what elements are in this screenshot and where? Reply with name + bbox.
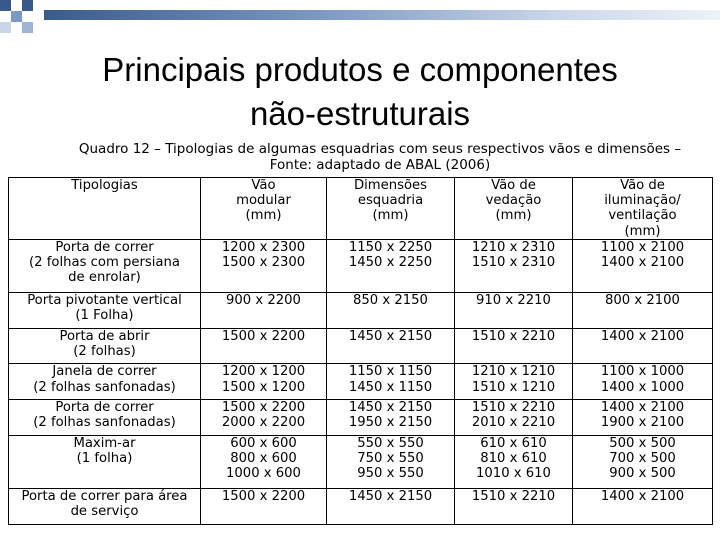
- cell-text: 1400 x 2100: [600, 255, 685, 271]
- cell-text: 600 x 600: [230, 436, 297, 452]
- header-text: (mm): [624, 223, 661, 239]
- caption-line: Quadro 12 – Tipologias de algumas esquadrias com seus respectivos vãos e dimensões –: [78, 141, 682, 157]
- cell-text: 1010 x 610: [476, 466, 551, 482]
- dimension-cell: [573, 292, 713, 328]
- table-header-cell: [455, 178, 573, 240]
- tipologia-cell: [9, 328, 201, 364]
- dimension-cell: [455, 239, 573, 292]
- header-text: (mm): [372, 208, 409, 224]
- cell-text: 1450 x 2150: [348, 489, 433, 505]
- slide-title: [0, 48, 720, 136]
- cell-text: 1450 x 2250: [348, 255, 433, 271]
- tipologia-cell: [9, 436, 201, 489]
- cell-text: 910 x 2210: [476, 292, 551, 308]
- dimension-cell: [201, 436, 327, 489]
- cell-text: 800 x 600: [230, 451, 297, 467]
- cell-text: (2 folhas): [73, 343, 136, 359]
- cell-text: 1400 x 2100: [600, 400, 685, 416]
- esquadrias-table: [8, 177, 713, 525]
- dimension-cell: [573, 239, 713, 292]
- dimension-cell: [201, 400, 327, 436]
- cell-text: 1210 x 2310: [471, 239, 556, 255]
- dimension-cell: [573, 328, 713, 364]
- header-text: Dimensões: [353, 178, 428, 193]
- table-header-cell: [9, 178, 201, 240]
- dimension-cell: [201, 489, 327, 525]
- cell-text: (2 folhas sanfonadas): [33, 379, 176, 395]
- header-text: iluminação/: [604, 193, 681, 209]
- cell-text: 850 x 2150: [353, 292, 428, 308]
- table-row: [9, 400, 713, 436]
- cell-text: 1200 x 2300: [221, 239, 306, 255]
- dimension-cell: [573, 400, 713, 436]
- cell-text: 950 x 550: [357, 466, 424, 482]
- dimension-cell: [327, 364, 455, 400]
- cell-text: 2000 x 2200: [221, 415, 306, 431]
- cell-text: 1510 x 2210: [471, 400, 556, 416]
- table-caption: [0, 141, 720, 173]
- cell-text: 500 x 500: [609, 436, 676, 452]
- dimension-cell: [573, 436, 713, 489]
- cell-text: 750 x 550: [357, 451, 424, 467]
- dimension-cell: [573, 364, 713, 400]
- cell-text: de enrolar): [68, 270, 141, 286]
- table-header-row: [9, 178, 713, 240]
- cell-text: (2 folhas sanfonadas): [33, 415, 176, 431]
- table-row: [9, 239, 713, 292]
- cell-text: 1450 x 2150: [348, 400, 433, 416]
- cell-text: (1 Folha): [75, 308, 134, 324]
- slide-title-line: não-estruturais: [249, 95, 471, 132]
- cell-text: 1150 x 1150: [348, 364, 433, 380]
- table-header-cell: [573, 178, 713, 240]
- header-text: (mm): [495, 208, 532, 224]
- dimension-cell: [201, 239, 327, 292]
- cell-text: 1500 x 2200: [221, 489, 306, 505]
- cell-text: Porta de correr: [55, 239, 154, 255]
- table-row: [9, 328, 713, 364]
- cell-text: 700 x 500: [609, 451, 676, 467]
- dimension-cell: [455, 489, 573, 525]
- header-text: Vão de: [620, 178, 665, 193]
- cell-text: 1210 x 1210: [471, 364, 556, 380]
- table-row: [9, 292, 713, 328]
- cell-text: 1500 x 1200: [221, 379, 306, 395]
- tipologia-cell: [9, 364, 201, 400]
- dimension-cell: [201, 364, 327, 400]
- header-text: vedação: [485, 193, 542, 209]
- cell-text: 1450 x 2150: [348, 328, 433, 344]
- cell-text: Porta de abrir: [59, 328, 150, 344]
- cell-text: 1000 x 600: [226, 466, 301, 482]
- cell-text: Porta de correr para área: [21, 489, 188, 505]
- tipologia-cell: [9, 400, 201, 436]
- cell-text: 550 x 550: [357, 436, 424, 452]
- cell-text: 2010 x 2210: [471, 415, 556, 431]
- cell-text: Porta pivotante vertical: [27, 292, 182, 308]
- cell-text: 1100 x 1000: [600, 364, 685, 380]
- cell-text: 1400 x 2100: [600, 328, 685, 344]
- dimension-cell: [327, 328, 455, 364]
- tipologia-cell: [9, 292, 201, 328]
- header-text: ventilação: [608, 208, 677, 224]
- cell-text: 1950 x 2150: [348, 415, 433, 431]
- slide-title-line: Principais produtos e componentes: [102, 51, 618, 88]
- cell-text: 900 x 2200: [226, 292, 301, 308]
- dimension-cell: [201, 328, 327, 364]
- cell-text: 1150 x 2250: [348, 239, 433, 255]
- table-row: [9, 364, 713, 400]
- tipologia-cell: [9, 489, 201, 525]
- header-text: Vão: [251, 178, 276, 193]
- cell-text: 1500 x 2200: [221, 400, 306, 416]
- dimension-cell: [327, 239, 455, 292]
- header-text: Vão de: [491, 178, 536, 193]
- tipologia-cell: [9, 239, 201, 292]
- table-row: [9, 436, 713, 489]
- cell-text: 1100 x 2100: [600, 239, 685, 255]
- dimension-cell: [455, 328, 573, 364]
- cell-text: 1900 x 2100: [600, 415, 685, 431]
- dimension-cell: [327, 292, 455, 328]
- decorative-header-stripe: [44, 10, 720, 20]
- cell-text: (1 folha): [76, 451, 133, 467]
- dimension-cell: [455, 400, 573, 436]
- cell-text: 1510 x 2310: [471, 255, 556, 271]
- dimension-cell: [201, 292, 327, 328]
- cell-text: 1510 x 1210: [471, 379, 556, 395]
- dimension-cell: [455, 292, 573, 328]
- cell-text: 1500 x 2300: [221, 255, 306, 271]
- cell-text: 1510 x 2210: [471, 328, 556, 344]
- caption-line: Fonte: adaptado de ABAL (2006): [269, 157, 491, 173]
- dimension-cell: [573, 489, 713, 525]
- header-text: esquadria: [357, 193, 424, 209]
- cell-text: 810 x 610: [480, 451, 547, 467]
- table-header-cell: [201, 178, 327, 240]
- cell-text: 900 x 500: [609, 466, 676, 482]
- cell-text: Maxim-ar: [73, 436, 136, 452]
- cell-text: 1500 x 2200: [221, 328, 306, 344]
- cell-text: 800 x 2100: [605, 292, 680, 308]
- dimension-cell: [455, 364, 573, 400]
- dimension-cell: [455, 436, 573, 489]
- cell-text: (2 folhas com persiana: [29, 255, 180, 271]
- cell-text: Porta de correr: [55, 400, 154, 416]
- cell-text: 1450 x 1150: [348, 379, 433, 395]
- cell-text: de serviço: [70, 504, 139, 520]
- header-text: (mm): [245, 208, 282, 224]
- dimension-cell: [327, 400, 455, 436]
- cell-text: 1400 x 2100: [600, 489, 685, 505]
- cell-text: 1510 x 2210: [471, 489, 556, 505]
- cell-text: 1400 x 1000: [600, 379, 685, 395]
- cell-text: 1200 x 1200: [221, 364, 306, 380]
- dimension-cell: [327, 436, 455, 489]
- cell-text: Janela de correr: [52, 364, 157, 380]
- dimension-cell: [327, 489, 455, 525]
- header-text: Tipologias: [71, 178, 138, 193]
- table-header-cell: [327, 178, 455, 240]
- table-row: [9, 489, 713, 525]
- cell-text: 610 x 610: [480, 436, 547, 452]
- header-text: modular: [236, 193, 291, 209]
